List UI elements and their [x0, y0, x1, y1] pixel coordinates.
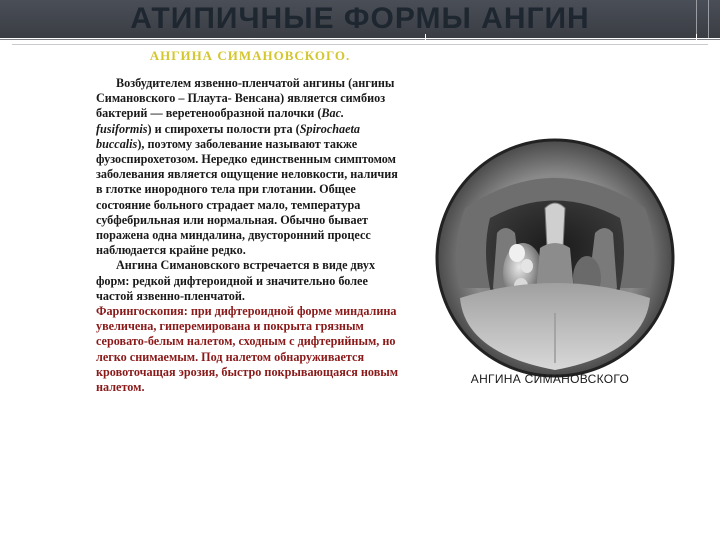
- latin-term: Spirochaeta buccalis: [96, 121, 360, 151]
- latin-term: Bac. fusiformis: [96, 106, 345, 136]
- paragraph-2: Ангина Симановского встречается в виде двух форм: редкой дифтероидной и значительно более частой язвенно-пленчатой.: [96, 258, 376, 303]
- paragraph-1-part: ) и спирохеты полости рта (: [147, 121, 300, 136]
- paragraph-3: Фарингоскопия: при дифтероидной форме миндалина увеличена, гиперемирована и покрыта грязным серовато-белым налетом, сходным с дифтерийным, но легко снимаемым. Под налетом обнаруживается кровоточащая эрозия, быстро покрывающаяся новым налетом.: [96, 304, 399, 395]
- figure-caption: АНГИНА СИМАНОВСКОГО: [470, 372, 630, 386]
- paragraph-1-part: Возбудителем язвенно-пленчатой ангины (ангины Симановского – Плаута- Венсана) является симбиоз бактерий — веретенообразной палочки (: [96, 76, 395, 121]
- throat-illustration: [435, 138, 675, 378]
- paragraph-1: [96, 76, 402, 258]
- body-text: [96, 76, 402, 395]
- header-rule: [12, 44, 708, 45]
- slide-title: АТИПИЧНЫЕ ФОРМЫ АНГИН: [130, 2, 590, 35]
- paragraph-1-part: ), поэтому заболевание называют также фузоспирохетозом. Нередко единственным симптомом заболевания является ощущение неловкости, наличия в глотке инородного тела при глотании. Общее состояние больного страдает мало, температура субфебрильная или нормальная. Обычно бывает поражена одна миндалина, двусторонний процесс наблюдается крайне редко.: [96, 136, 398, 258]
- section-subtitle: АНГИНА СИМАНОВСКОГО.: [149, 48, 351, 63]
